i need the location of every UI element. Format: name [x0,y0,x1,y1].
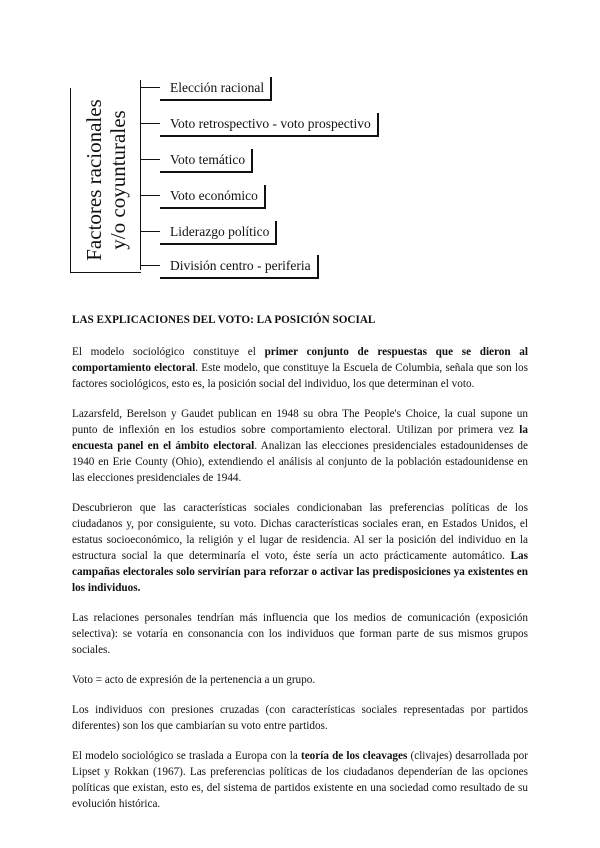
p1-text-c: . Este modelo, que constituye la Escuela de Columbia, señala que son los factores sociológicos, esto es, la posición social del individuo, los que determinan el voto. [72,362,528,390]
vertical-label-line2: y/o coyunturales [106,110,131,250]
paragraph-1 [72,344,528,392]
p7-bold: teoría de los cleavages [300,750,408,762]
p1-bold: primer conjunto de respuestas que se dieron al comportamiento electoral [72,346,528,374]
paragraph-5: Voto = acto de expresión de la pertenencia a un grupo. [72,674,316,686]
diagram-item-voto-tematico: Voto temático [160,149,253,173]
paragraph-3 [72,500,528,596]
section-heading: LAS EXPLICACIONES DEL VOTO: LA POSICIÓN SOCIAL [72,314,376,326]
p3-bold: Las campañas electorales solo servirían para reforzar o activar las predisposiciones ya existentes en los individuos. [72,550,528,594]
diagram-item-voto-retrospectivo: Voto retrospectivo - voto prospectivo [160,113,379,137]
paragraph-7 [72,748,528,812]
p7-text-a: El modelo sociológico se traslada a Europa con la [72,750,301,762]
p2-text-c: . Analizan las elecciones presidenciales estadounidenses de 1940 en Erie County (Ohio), extendiendo el análisis al conjunto de la población estadounidense en las elecciones presidenciales de 1944. [72,440,528,484]
paragraph-6: Los individuos con presiones cruzadas (con características sociales representadas por partidos diferentes) son los que cambiarían su voto entre partidos. [72,704,528,732]
p2-bold: la encuesta panel en el ámbito electoral [72,424,528,452]
vertical-label-line1: Factores racionales [82,99,107,261]
p7-text-c: (clivajes) desarrollada por Lipset y Rokkan (1967). Las preferencias políticas de los ciudadanos dependerían de las opciones políticas que existan, esto es, del sistema de partidos existente en una sociedad como resultado de su evolución histórica. [72,750,528,810]
paragraph-4: Las relaciones personales tendrían más influencia que los medios de comunicación (exposición selectiva): se votaría en consonancia con los individuos que forman parte de sus mismos grupos sociales. [72,612,528,656]
bracket-line [140,80,141,270]
factors-diagram [0,0,600,290]
diagram-item-eleccion-racional: Elección racional [160,77,272,101]
p3-text-a: Descubrieron que las características sociales condicionaban las preferencias políticas de los ciudadanos y, por consiguiente, su voto. Dichas características sociales eran, en Estados Unidos, el estatus socioeconómico, la religión y el lugar de residencia. Al ser la posición del individuo en la estructura social la que determinaría el voto, éste sería un acto prácticamente automático. [72,502,528,562]
diagram-item-liderazgo-politico: Liderazgo político [160,221,277,245]
vertical-label [82,99,130,261]
diagram-item-voto-economico: Voto económico [160,185,266,209]
paragraph-2 [72,406,528,486]
p2-text-a: Lazarsfeld, Berelson y Gaudet publican en 1948 su obra The People's Choice, la cual supone un punto de inflexión en los estudios sobre comportamiento electoral. Utilizan por primera vez [72,408,528,436]
vertical-label-box [70,88,141,273]
diagram-item-division-centro-periferia: División centro - periferia [160,255,319,279]
p1-text-a: El modelo sociológico constituye el [72,346,265,358]
article [72,312,528,826]
